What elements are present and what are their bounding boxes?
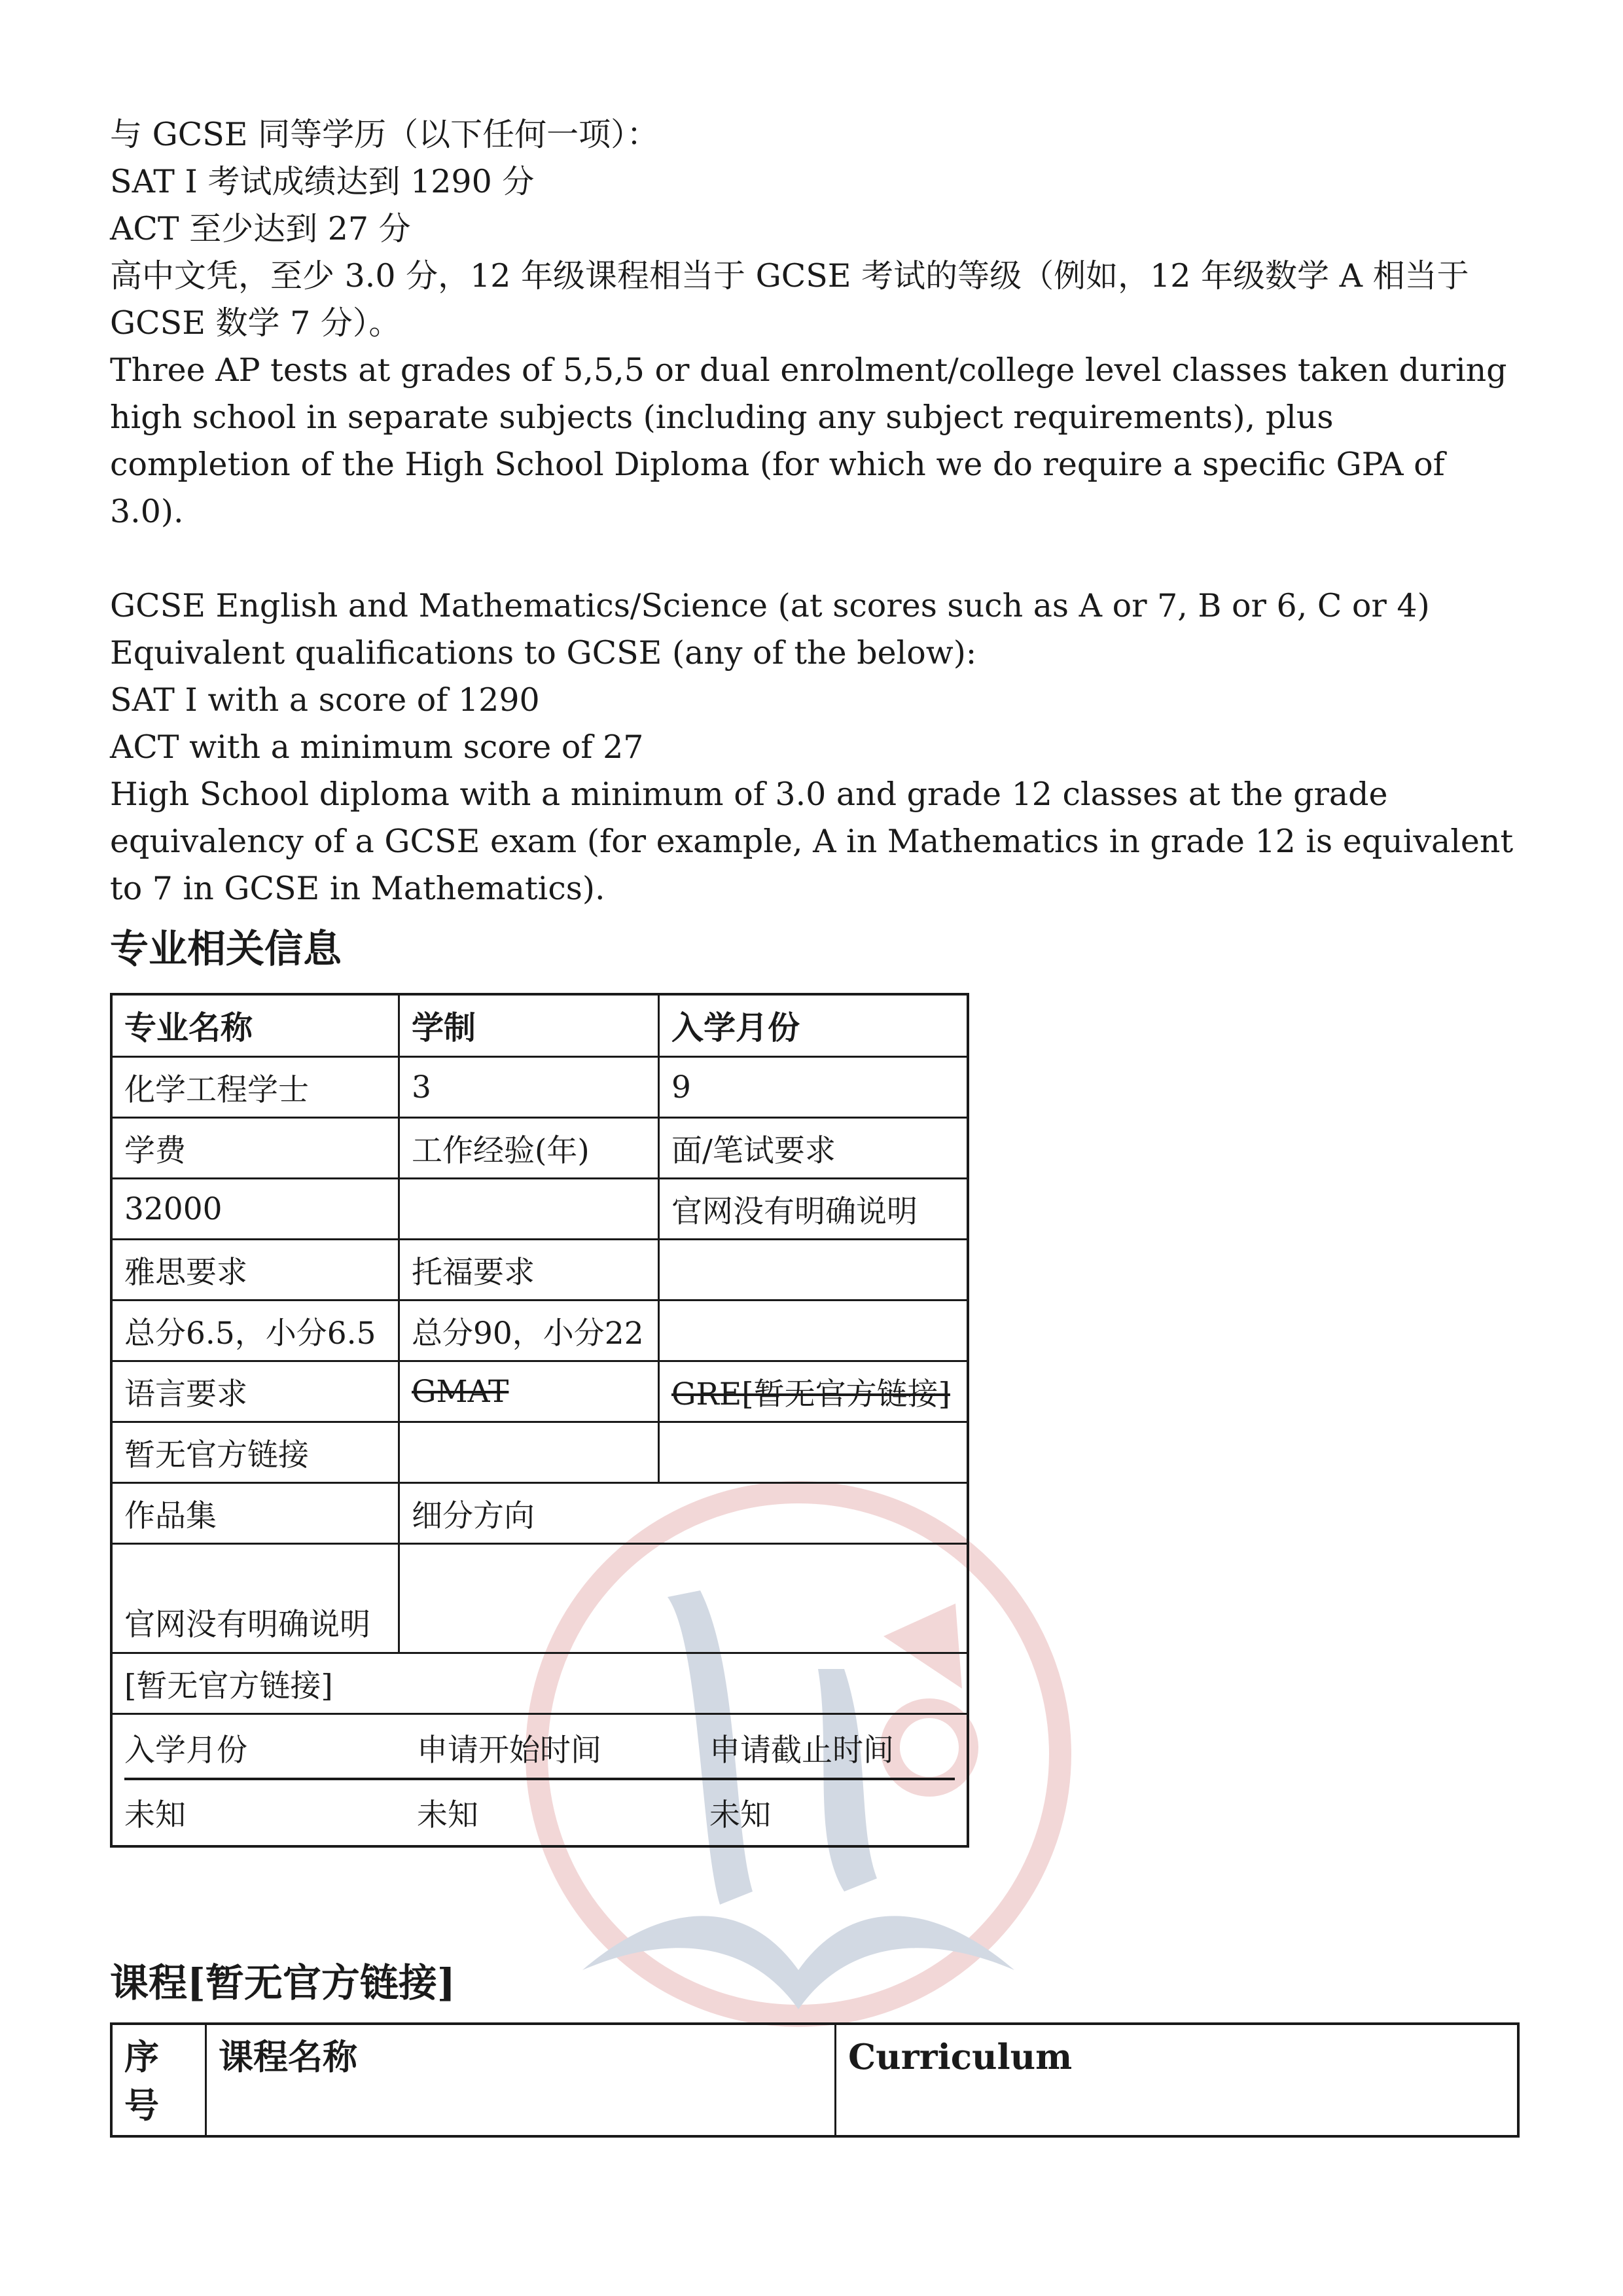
language-requirement-label: 语言要求 bbox=[113, 1362, 400, 1421]
column-course-name: 课程名称 bbox=[207, 2025, 836, 2135]
table-row bbox=[113, 1301, 967, 1362]
requirement-cn-line: 与 GCSE 同等学历（以下任何一项）： bbox=[110, 116, 659, 153]
column-curriculum: Curriculum bbox=[848, 2037, 1073, 2077]
table-row bbox=[113, 1545, 967, 1654]
application-deadline-label: 申请截止时间 bbox=[709, 1732, 894, 1768]
requirement-cn-line: SAT I 考试成绩达到 1290 分 bbox=[110, 163, 535, 200]
requirement-en-line: ACT with a minimum score of 27 bbox=[110, 728, 644, 766]
paragraph-gap bbox=[110, 535, 1517, 583]
tuition-label: 学费 bbox=[113, 1119, 400, 1177]
gre-value bbox=[660, 1423, 967, 1482]
requirement-en-line: High School diploma with a minimum of 3.0 and grade 12 classes at the grade equivalency of a GCSE exam (for example, A in Mathematics in grade 12 is equivalent to 7 in GCSE in Mathematics). bbox=[110, 776, 1514, 907]
table-row bbox=[113, 1179, 967, 1240]
language-requirement-value: 暂无官方链接 bbox=[113, 1423, 400, 1482]
dates-value-row bbox=[113, 1780, 967, 1845]
program-name: 化学工程学士 bbox=[113, 1058, 400, 1117]
toefl-label: 托福要求 bbox=[400, 1240, 660, 1299]
portfolio-label: 作品集 bbox=[113, 1484, 400, 1543]
requirement-ap-paragraph: Three AP tests at grades of 5,5,5 or dual enrolment/college level classes taken during high school in separate subjects (including any subject requirements), plus completion of the High School Diploma (for which we do require a specific GPA of 3.0). bbox=[110, 351, 1507, 530]
requirement-en-line: GCSE English and Mathematics/Science (at scores such as A or 7, B or 6, C or 4) bbox=[110, 587, 1430, 624]
gmat-label: GMAT bbox=[400, 1362, 660, 1421]
program-info-table bbox=[110, 993, 969, 1848]
application-start-label: 申请开始时间 bbox=[417, 1732, 601, 1768]
interview-value: 官网没有明确说明 bbox=[671, 1193, 918, 1230]
program-intake: 9 bbox=[671, 1069, 691, 1105]
table-row bbox=[113, 1484, 967, 1545]
course-table bbox=[110, 2022, 1520, 2138]
program-info-heading: 专业相关信息 bbox=[110, 926, 342, 971]
column-index: 序 号 bbox=[113, 2025, 207, 2135]
specialization-label: 细分方向 bbox=[412, 1498, 535, 1534]
gre-label: GRE[暂无官方链接] bbox=[671, 1376, 950, 1412]
application-start-value: 未知 bbox=[417, 1797, 478, 1833]
ielts-label: 雅思要求 bbox=[113, 1240, 400, 1299]
empty-cell bbox=[660, 1301, 967, 1360]
specialization-value bbox=[400, 1545, 967, 1652]
table-row bbox=[113, 1058, 967, 1119]
table-row bbox=[113, 1423, 967, 1484]
ielts-value: 总分6.5，小分6.5 bbox=[113, 1301, 400, 1360]
tuition-value: 32000 bbox=[113, 1179, 400, 1238]
empty-cell bbox=[660, 1240, 967, 1299]
requirement-en-line: SAT I with a score of 1290 bbox=[110, 681, 540, 719]
program-duration: 3 bbox=[400, 1058, 660, 1117]
dates-header-row bbox=[113, 1715, 967, 1780]
official-link-note: [暂无官方链接] bbox=[124, 1668, 333, 1704]
toefl-value: 总分90，小分22 bbox=[400, 1301, 660, 1360]
requirements-text bbox=[110, 111, 1517, 912]
requirement-cn-line: ACT 至少达到 27 分 bbox=[110, 210, 411, 247]
header-duration: 学制 bbox=[400, 996, 660, 1056]
work-experience-value bbox=[400, 1179, 660, 1238]
intake-month-label: 入学月份 bbox=[124, 1732, 247, 1768]
table-row bbox=[113, 1654, 967, 1715]
table-row bbox=[113, 1119, 967, 1179]
requirement-en-line: Equivalent qualifications to GCSE (any of the below): bbox=[110, 634, 977, 672]
course-heading: 课程[暂无官方链接] bbox=[110, 1960, 455, 2005]
intake-month-value: 未知 bbox=[124, 1797, 186, 1833]
table-header-row bbox=[113, 996, 967, 1058]
table-row bbox=[113, 1362, 967, 1423]
application-deadline-value: 未知 bbox=[709, 1797, 771, 1833]
portfolio-value: 官网没有明确说明 bbox=[113, 1545, 400, 1652]
header-intake-month: 入学月份 bbox=[671, 1009, 800, 1047]
requirement-cn-line: 高中文凭，至少 3.0 分，12 年级课程相当于 GCSE 考试的等级（例如，12 年级数学 A 相当于 GCSE 数学 7 分）。 bbox=[110, 257, 1469, 342]
interview-label: 面/笔试要求 bbox=[671, 1132, 836, 1169]
header-program-name: 专业名称 bbox=[113, 996, 400, 1056]
table-row bbox=[113, 1240, 967, 1301]
gmat-value bbox=[400, 1423, 660, 1482]
work-experience-label: 工作经验(年) bbox=[400, 1119, 660, 1177]
